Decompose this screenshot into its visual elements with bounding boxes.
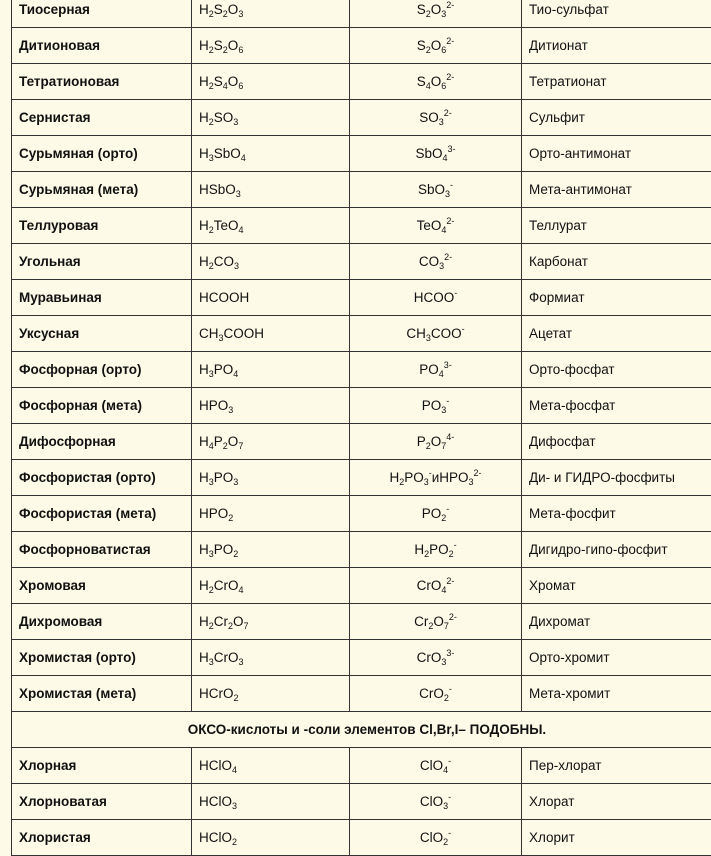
anion-text: $PO_3^-$ (422, 398, 450, 413)
acid-formula (192, 352, 350, 388)
formula-text: $H_2TeO_4$ (199, 218, 244, 233)
salt-name: Тио-сульфат (522, 0, 711, 28)
acid-name: Теллуровая (12, 208, 192, 244)
formula-text: $H_3PO_4$ (199, 362, 238, 377)
anion-text: $H_2PO_2^-$ (414, 542, 456, 557)
acid-formula (192, 280, 350, 316)
table-row (12, 244, 711, 280)
formula-text: $H_2S_4O_6$ (199, 74, 243, 89)
salt-name: Дифосфат (522, 424, 711, 460)
salt-name: Ди- и ГИДРО-фосфиты (522, 460, 711, 496)
table-row (12, 640, 711, 676)
acid-formula (192, 460, 350, 496)
acid-formula (192, 0, 350, 28)
anion-formula (350, 100, 522, 136)
formula-text: $HPO_2$ (199, 506, 233, 521)
formula-text: $H_3PO_3$ (199, 470, 238, 485)
anion-text: $P_2O_7^{4-}$ (417, 434, 455, 449)
anion-text: $S_4O_6^{2-}$ (417, 74, 455, 89)
salt-name: Мета-антимонат (522, 172, 711, 208)
anion-formula (350, 496, 522, 532)
acid-formula (192, 604, 350, 640)
table-row (12, 316, 711, 352)
table-row (12, 676, 711, 712)
table-row (12, 460, 711, 496)
anion-formula (350, 748, 522, 784)
anion-formula (350, 316, 522, 352)
acid-name: Сурьмяная (мета) (12, 172, 192, 208)
formula-text: HSbO$_3$ (199, 182, 241, 197)
anion-formula (350, 640, 522, 676)
anion-formula (350, 676, 522, 712)
formula-text: $H_3SbO_4$ (199, 146, 246, 161)
formula-text: $H_2CO_3$ (199, 254, 239, 269)
salt-name: Хлорат (522, 784, 711, 820)
anion-formula (350, 568, 522, 604)
acid-name: Хлорноватая (12, 784, 192, 820)
table-row (12, 604, 711, 640)
anion-formula (350, 64, 522, 100)
section-row (12, 712, 711, 748)
acid-name: Дифосфорная (12, 424, 192, 460)
acid-formula (192, 820, 350, 856)
acid-formula (192, 532, 350, 568)
formula-text: $CH_3COOH$ (199, 326, 264, 341)
table-row (12, 424, 711, 460)
anion-formula (350, 784, 522, 820)
anion-formula (350, 28, 522, 64)
formula-text: HCrO$_2$ (199, 686, 239, 701)
salt-name: Орто-антимонат (522, 136, 711, 172)
table-row (12, 532, 711, 568)
acid-formula (192, 208, 350, 244)
anion-text: $CO_3^{2-}$ (419, 254, 452, 269)
acid-formula (192, 496, 350, 532)
formula-text: $H_2SO_3$ (199, 110, 238, 125)
anion-text: SbO$_3$- (418, 182, 453, 197)
anion-formula (350, 388, 522, 424)
anion-formula (350, 244, 522, 280)
acid-name: Дитионовая (12, 28, 192, 64)
table-body (12, 0, 711, 856)
table-row (12, 568, 711, 604)
acid-name: Хлорная (12, 748, 192, 784)
table-row (12, 280, 711, 316)
acid-formula (192, 676, 350, 712)
acid-name: Сернистая (12, 100, 192, 136)
table-row (12, 388, 711, 424)
acid-name: Фосфорноватистая (12, 532, 192, 568)
salt-name: Орто-фосфат (522, 352, 711, 388)
acid-formula (192, 424, 350, 460)
salt-name: Дитионат (522, 28, 711, 64)
formula-text: $HPO_3$ (199, 398, 233, 413)
anion-formula (350, 0, 522, 28)
table-row (12, 172, 711, 208)
acid-name: Муравьиная (12, 280, 192, 316)
anion-formula (350, 820, 522, 856)
acid-name: Фосфористая (орто) (12, 460, 192, 496)
salt-name: Мета-хромит (522, 676, 711, 712)
acid-name: Сурьмяная (орто) (12, 136, 192, 172)
anion-text: ClO$_2$- (420, 830, 451, 845)
section-title: ОКСО-кислоты и -соли элементов Cl,Br,I– ПОДОБНЫ. (12, 712, 711, 748)
anion-text: $PO_2^-$ (422, 506, 450, 521)
table-row (12, 64, 711, 100)
acid-name: Хромистая (орто) (12, 640, 192, 676)
formula-text: $H_3CrO_3$ (199, 650, 244, 665)
anion-formula (350, 352, 522, 388)
salt-name: Карбонат (522, 244, 711, 280)
anion-text: $PO_4^{3-}$ (419, 362, 452, 377)
table-row (12, 208, 711, 244)
anion-formula (350, 280, 522, 316)
acid-formula (192, 28, 350, 64)
anion-text: CrO$_4^{2-}$ (417, 578, 455, 593)
acid-name: Хромистая (мета) (12, 676, 192, 712)
salt-name: Мета-фосфит (522, 496, 711, 532)
formula-text: HClO$_2$ (199, 830, 237, 845)
salt-name: Сульфит (522, 100, 711, 136)
salt-name: Дихромат (522, 604, 711, 640)
anion-text: TeO$_4^{2-}$ (417, 218, 455, 233)
salt-name: Тетратионат (522, 64, 711, 100)
anion-text: $S_2O_6^{2-}$ (417, 38, 455, 53)
acid-name: Уксусная (12, 316, 192, 352)
anion-text: ClO$_4$- (420, 758, 451, 773)
anion-formula (350, 424, 522, 460)
acid-formula (192, 136, 350, 172)
anion-text: $Cr_2O_7^{2-}$ (414, 614, 457, 629)
anion-formula (350, 532, 522, 568)
acid-formula (192, 388, 350, 424)
anion-formula (350, 604, 522, 640)
salt-name: Пер-хлорат (522, 748, 711, 784)
acid-formula (192, 100, 350, 136)
formula-text: HClO$_4$ (199, 758, 237, 773)
salt-name: Теллурат (522, 208, 711, 244)
table-row (12, 0, 711, 28)
anion-text: $S_2O_3^{2-}$ (417, 2, 455, 17)
anion-formula (350, 136, 522, 172)
salt-name: Хромат (522, 568, 711, 604)
anion-formula (350, 172, 522, 208)
formula-text: $H_2Cr_2O_7$ (199, 614, 249, 629)
formula-text: $H_3PO_2$ (199, 542, 238, 557)
acid-name: Дихромовая (12, 604, 192, 640)
acid-salts-table (11, 0, 711, 856)
acid-name: Хромовая (12, 568, 192, 604)
formula-text: $H_2CrO_4$ (199, 578, 244, 593)
acid-formula (192, 748, 350, 784)
salt-name: Орто-хромит (522, 640, 711, 676)
formula-text: HClO$_3$ (199, 794, 237, 809)
acid-formula (192, 568, 350, 604)
anion-text: HCOO- (414, 290, 458, 305)
table-row (12, 352, 711, 388)
table-row (12, 748, 711, 784)
acid-formula (192, 64, 350, 100)
table-row (12, 100, 711, 136)
anion-formula (350, 460, 522, 496)
acid-name: Фосфорная (орто) (12, 352, 192, 388)
acid-formula (192, 172, 350, 208)
acid-formula (192, 244, 350, 280)
acid-name: Тетратионовая (12, 64, 192, 100)
salt-name: Хлорит (522, 820, 711, 856)
anion-text: $CH_3COO^-$ (406, 326, 464, 341)
anion-text: CrO$_3^{3-}$ (417, 650, 455, 665)
acid-name: Фосфорная (мета) (12, 388, 192, 424)
anion-text: ClO$_3$- (420, 794, 451, 809)
acid-name: Угольная (12, 244, 192, 280)
anion-formula (350, 208, 522, 244)
acid-name: Фосфористая (мета) (12, 496, 192, 532)
salt-name: Дигидро-гипо-фосфит (522, 532, 711, 568)
table-row (12, 496, 711, 532)
table-row (12, 28, 711, 64)
acid-name: Хлористая (12, 820, 192, 856)
table-row (12, 136, 711, 172)
acid-formula (192, 640, 350, 676)
formula-text: $H_2S_2O_3$ (199, 2, 243, 17)
salt-name: Формиат (522, 280, 711, 316)
anion-text: SbO$_4^{3-}$ (415, 146, 455, 161)
formula-text: HCOOH (199, 290, 249, 305)
formula-text: $H_2S_2O_6$ (199, 38, 243, 53)
acid-name: Тиосерная (12, 0, 192, 28)
salt-name: Мета-фосфат (522, 388, 711, 424)
acid-formula (192, 316, 350, 352)
anion-text: $H_2PO_3^-иHPO_3^{2-}$ (389, 470, 481, 485)
formula-text: $H_4P_2O_7$ (199, 434, 243, 449)
table-row (12, 820, 711, 856)
salt-name: Ацетат (522, 316, 711, 352)
table-row (12, 784, 711, 820)
anion-text: $SO_3^{2-}$ (419, 110, 452, 125)
acid-formula (192, 784, 350, 820)
anion-text: CrO$_2$- (419, 686, 452, 701)
